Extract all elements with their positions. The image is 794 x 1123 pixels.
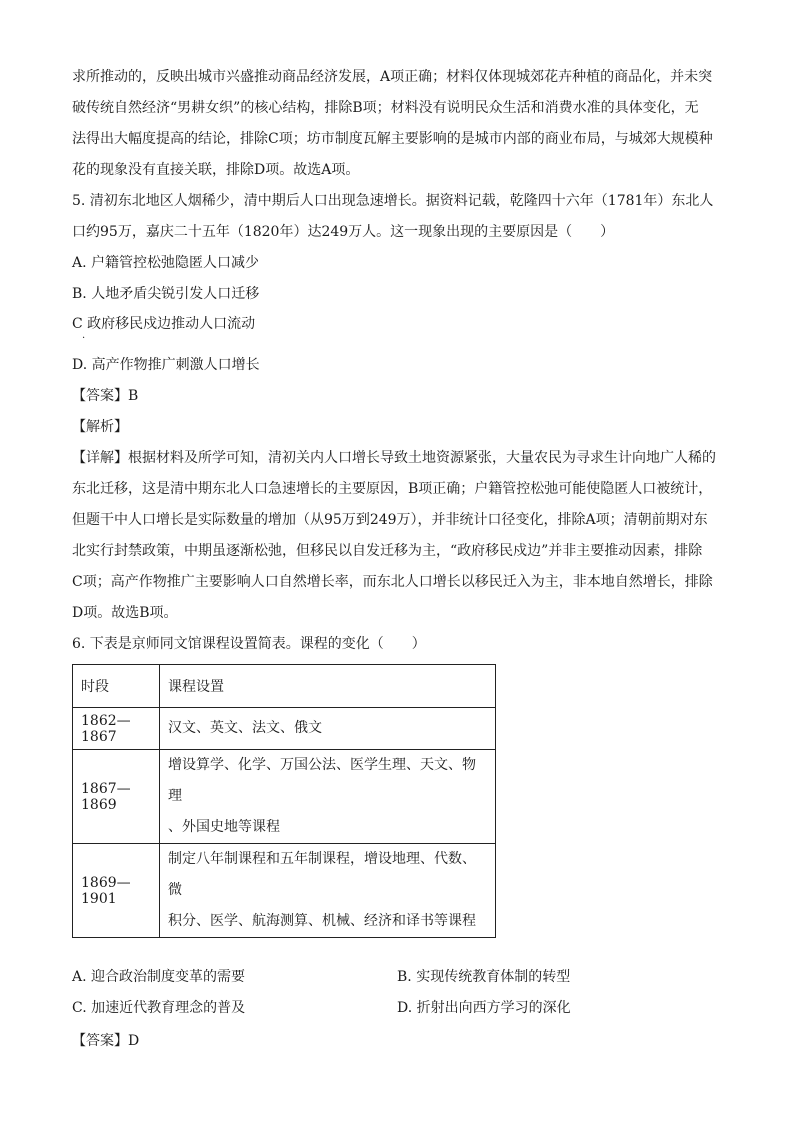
q5-option-d: D. 高产作物推广刺激人口增长 [72, 357, 260, 373]
q5-stem-line: 5. 清初东北地区人烟稀少，清中期后人口出现急速增长。据资料记载，乾隆四十六年（1781年）东北人 [72, 193, 714, 209]
detail-line: 但题干中人口增长是实际数量的增加（从95万到249万），并非统计口径变化，排除A项；清朝前期对东 [72, 512, 708, 528]
q5-option-c: C 政府移民戍边推动人口流动 [72, 316, 256, 332]
analysis-line: 破传统自然经济“男耕女织”的核心结构，排除B项；材料没有说明民众生活和消费水准的具体变化，无 [72, 100, 699, 116]
answer-label: 【答案】 [72, 1033, 128, 1049]
detail-line: C项；高产作物推广主要影响人口自然增长率，而东北人口增长以移民迁入为主，非本地自然增长，排除 [72, 574, 713, 590]
q6-option-a: A. 迎合政治制度变革的需要 [72, 969, 246, 985]
detail-line: 【详解】根据材料及所学可知，清初关内人口增长导致土地资源紧张，大量农民为寻求生计向地广人稀的 [72, 450, 716, 466]
courses-line: 、外国史地等课程 [168, 819, 280, 835]
detail-line: D项。故选B项。 [72, 605, 178, 621]
period-cell: 1862—1867 [73, 708, 160, 750]
q6-options-row [72, 993, 722, 1024]
period-cell: 1869—1901 [73, 844, 160, 938]
table-row [73, 708, 496, 750]
detail-line: 东北迁移，这是清中期东北人口急速增长的主要原因，B项正确；户籍管控松弛可能使隐匿人口被统计， [72, 481, 713, 497]
header-courses: 课程设置 [160, 665, 496, 708]
courses-line: 增设算学、化学、万国公法、医学生理、天文、物理 [168, 757, 476, 804]
period-cell: 1867—1869 [73, 750, 160, 844]
table-row [73, 844, 496, 938]
q6-options-row [72, 962, 722, 993]
q5-answer [72, 381, 722, 412]
table-row [73, 750, 496, 844]
q5-stem-line: 口约95万，嘉庆二十五年（1820年）达249万人。这一现象出现的主要原因是（ ） [72, 224, 615, 240]
q5-option-b: B. 人地矛盾尖锐引发人口迁移 [72, 286, 260, 302]
analysis-line: 法得出大幅度提高的结论，排除C项；坊市制度瓦解主要影响的是城市内部的商业布局，与城郊大规模种 [72, 131, 713, 147]
detail-line: 北实行封禁政策，中期虽逐渐松弛，但移民以自发迁移为主，“政府移民戍边”并非主要推动因素，排除 [72, 543, 703, 559]
q5-analysis-label: 【解析】 [72, 419, 128, 435]
q6-answer [72, 1026, 722, 1057]
q6-option-d: D. 折射出向西方学习的深化 [397, 1000, 571, 1016]
q5-detail [72, 443, 722, 629]
question-5 [72, 186, 722, 629]
courses-cell [160, 750, 496, 844]
previous-analysis [72, 62, 722, 186]
analysis-line: 求所推动的，反映出城市兴盛推动商品经济发展，A项正确；材料仅体现城郊花卉种植的商品化，并未突 [72, 69, 713, 85]
q6-stem: 6. 下表是京师同文馆课程设置简表。课程的变化（ ） [72, 636, 426, 652]
course-table [72, 664, 496, 938]
courses-line: 积分、医学、航海测算、机械、经济和译书等课程 [168, 913, 476, 929]
document-page [72, 62, 722, 1057]
table-header-row [73, 665, 496, 708]
courses-cell [160, 708, 496, 750]
answer-value: D [128, 1033, 140, 1049]
q5-option-a: A. 户籍管控松弛隐匿人口减少 [72, 255, 260, 271]
courses-cell [160, 844, 496, 938]
question-6 [72, 629, 722, 1057]
answer-value: B [128, 388, 139, 404]
q6-option-c: C. 加速近代教育理念的普及 [72, 1000, 246, 1016]
stray-dot: . [82, 330, 86, 341]
q6-option-b: B. 实现传统教育体制的转型 [397, 969, 571, 985]
courses-line: 制定八年制课程和五年制课程，增设地理、代数、微 [168, 851, 476, 898]
answer-label: 【答案】 [72, 388, 128, 404]
courses-line: 汉文、英文、法文、俄文 [168, 720, 322, 736]
analysis-line: 花的现象没有直接关联，排除D项。故选A项。 [72, 162, 360, 178]
header-period: 时段 [73, 665, 160, 708]
